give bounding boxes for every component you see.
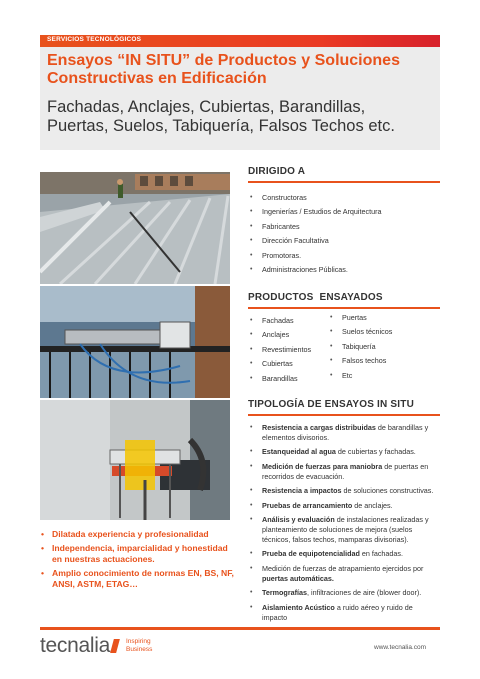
list-item: • Termografías, infiltraciones de aire (blower door). xyxy=(248,588,438,598)
productos-col2 xyxy=(328,313,438,385)
list-item: • Estanqueidad al agua de cubiertas y fachadas. xyxy=(248,447,438,457)
list-item: • Medición de fuerzas de atrapamiento ejercidos por puertas automáticas. xyxy=(248,564,438,584)
photo-anchor-test xyxy=(40,400,230,520)
list-item: • Revestimientos xyxy=(248,345,338,355)
footer-divider xyxy=(40,627,440,630)
website-link[interactable]: www.tecnalia.com xyxy=(374,644,427,651)
photo-railing-test xyxy=(40,286,230,398)
list-item: • Constructoras xyxy=(248,193,438,203)
list-item: • Resistencia a cargas distribuidas de barandillas y elementos divisorios. xyxy=(248,423,438,443)
list-item: • Tabiquería xyxy=(328,342,438,352)
list-item: • Resistencia a impactos de soluciones constructivas. xyxy=(248,486,438,496)
list-item: • Suelos técnicos xyxy=(328,327,438,337)
list-item: • Fabricantes xyxy=(248,222,438,232)
page-title: Ensayos “IN SITU” de Productos y Soluciones Constructivas en Edificación xyxy=(47,52,400,87)
tipologia-list xyxy=(248,423,438,627)
section-title-dirigido: DIRIGIDO A xyxy=(248,166,306,177)
list-item: • Promotoras. xyxy=(248,251,438,261)
highlight-item: • Amplio conocimiento de normas EN, BS, NF, ANSI, ASTM, ETAG… xyxy=(40,568,236,590)
list-item: • Ingenierías / Estudios de Arquitectura xyxy=(248,207,438,217)
list-item: • Dirección Facultativa xyxy=(248,236,438,246)
page-subtitle: Fachadas, Anclajes, Cubiertas, Barandillas, Puertas, Suelos, Tabiquería, Falsos Techos etc. xyxy=(47,98,395,135)
list-item: • Análisis y evaluación de instalaciones realizadas y planteamiento de soluciones de mejora (suelos técnicos, falsos techos, mamparas divisorias). xyxy=(248,515,438,545)
section-divider xyxy=(248,307,440,309)
list-item: • Puertas xyxy=(328,313,438,323)
section-title-productos: PRODUCTOS ENSAYADOS xyxy=(248,292,383,303)
highlights-list xyxy=(40,529,236,593)
list-item: • Prueba de equipotencialidad en fachadas. xyxy=(248,549,438,559)
photo-roof-test xyxy=(40,172,230,284)
highlight-item: • Independencia, imparcialidad y honestidad en nuestras actuaciones. xyxy=(40,543,236,565)
section-divider xyxy=(248,181,440,183)
header-box xyxy=(40,47,440,150)
dirigido-list xyxy=(248,193,438,279)
section-divider xyxy=(248,414,440,416)
list-item: • Barandillas xyxy=(248,374,338,384)
category-bar xyxy=(40,35,440,47)
highlight-item: • Dilatada experiencia y profesionalidad xyxy=(40,529,236,540)
list-item: • Fachadas xyxy=(248,316,338,326)
productos-col1 xyxy=(248,316,338,388)
list-item: • Pruebas de arrancamiento de anclajes. xyxy=(248,501,438,511)
list-item: • Falsos techos xyxy=(328,356,438,366)
list-item: • Aislamiento Acústico a ruido aéreo y ruido de impacto xyxy=(248,603,438,623)
list-item: • Etc xyxy=(328,371,438,381)
list-item: • Administraciones Públicas. xyxy=(248,265,438,275)
list-item: • Cubiertas xyxy=(248,359,338,369)
category-label: SERVICIOS TECNOLÓGICOS xyxy=(47,36,142,43)
logo-mark-icon xyxy=(110,639,120,653)
section-title-tipologia: TIPOLOGÍA DE ENSAYOS IN SITU xyxy=(248,399,414,410)
list-item: • Medición de fuerzas para maniobra de puertas en recorridos de evacuación. xyxy=(248,462,438,482)
list-item: • Anclajes xyxy=(248,330,338,340)
tecnalia-logo: tecnalia Inspiring Business xyxy=(40,634,153,657)
